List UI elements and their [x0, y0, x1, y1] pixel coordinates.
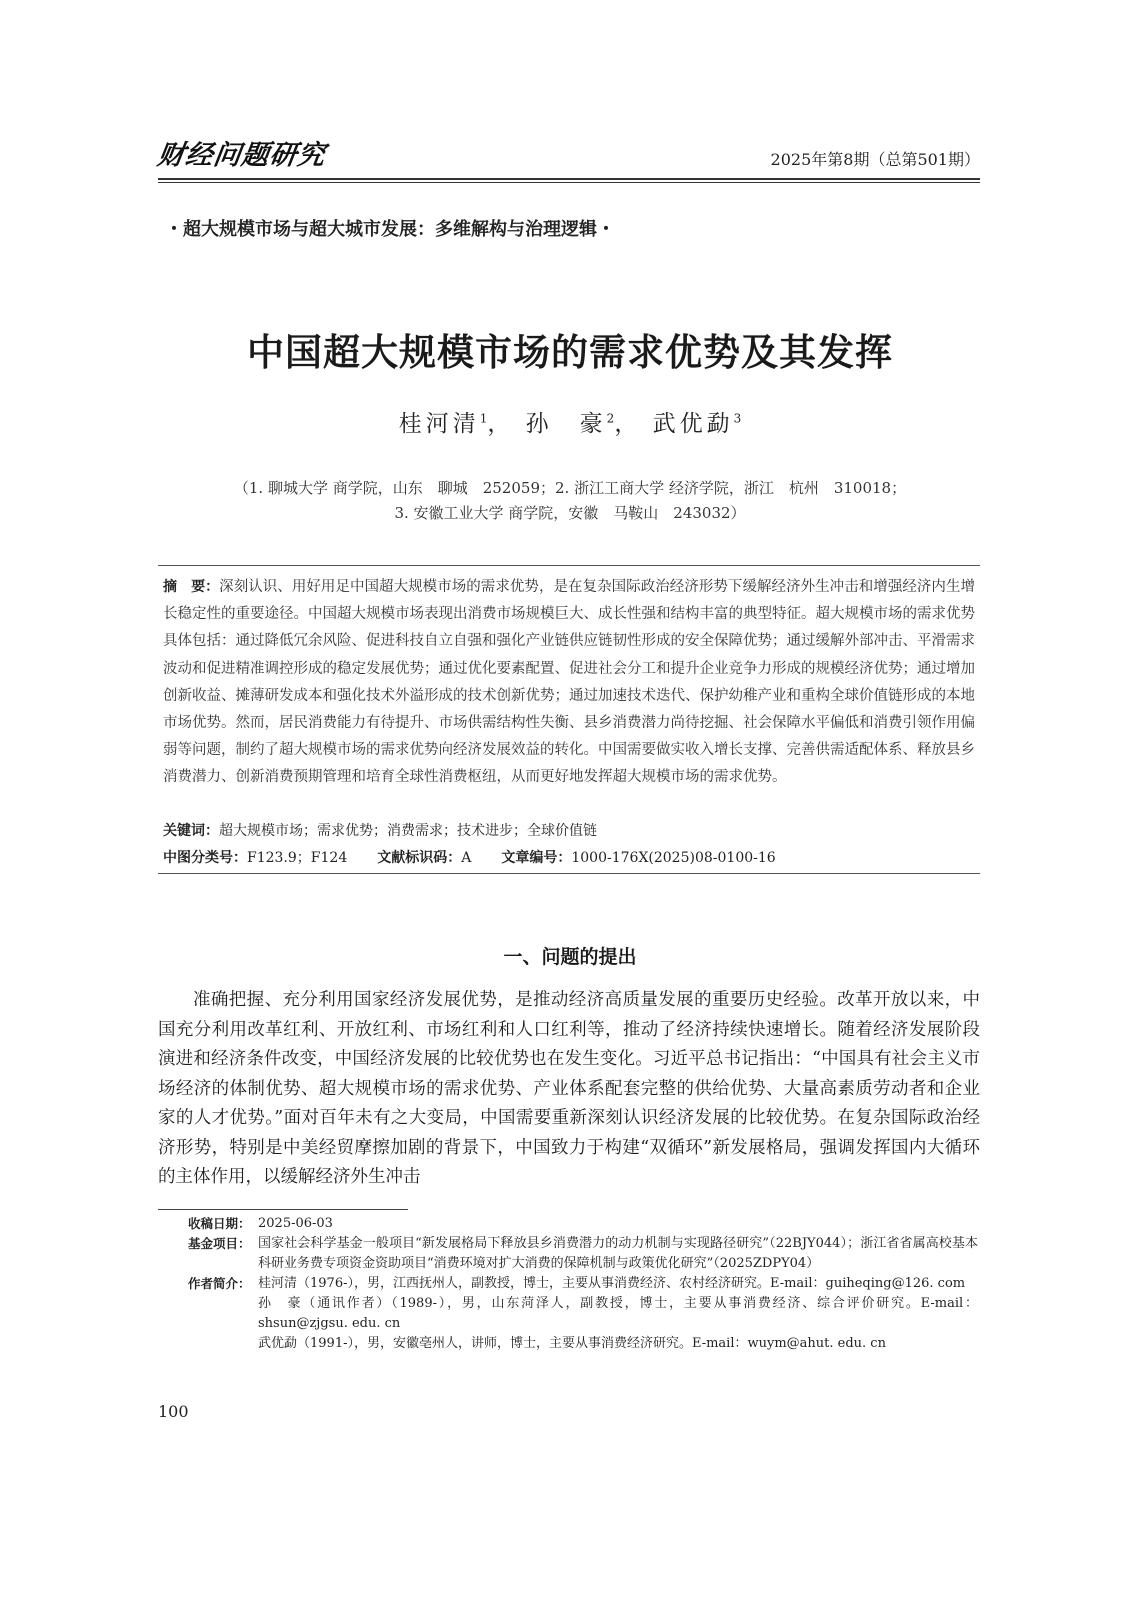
footnote-rule	[158, 1209, 408, 1210]
bio-label: 作者简介：	[188, 1276, 251, 1291]
issue-info: 2025年第8期（总第501期）	[770, 150, 980, 169]
received-label: 收稿日期：	[188, 1216, 251, 1231]
author-name: 桂河清	[398, 411, 480, 437]
page-number: 100	[158, 1402, 189, 1421]
received-value: 2025-06-03	[258, 1216, 333, 1231]
keywords-text: 超大规模市场；需求优势；消费需求；技术进步；全球价值链	[219, 823, 597, 839]
keywords	[163, 820, 597, 840]
clc-label: 中图分类号：	[163, 850, 247, 866]
author-name: 武优勐	[652, 411, 734, 437]
funding-label: 基金项目：	[188, 1236, 251, 1251]
journal-logo: 财经问题研究	[155, 140, 328, 171]
author-name: 孙 豪	[525, 411, 607, 437]
author-affil-mark: 3	[733, 411, 742, 426]
author-list	[0, 405, 1140, 438]
abstract-label: 摘 要：	[163, 579, 220, 595]
doc-code-value: A	[461, 850, 472, 866]
article-title: 中国超大规模市场的需求优势及其发挥	[247, 331, 893, 374]
abstract-text: 深刻认识、用好用足中国超大规模市场的需求优势，是在复杂国际政治经济形势下缓解经济外生冲击和增强经济内生增长稳定性的重要途径。中国超大规模市场表现出消费市场规模巨大、成长性强和结构丰富的典型特征。超大规模市场的需求优势具体包括：通过降低冗余风险、促进科技自立自强和强化产业链供应链韧性形成的安全保障优势；通过缓解外部冲击、平滑需求波动和促进精准调控形成的稳定发展优势；通过优化要素配置、促进社会分工和提升企业竞争力形成的规模经济优势；通过增加创新收益、摊薄研发成本和强化技术外溢形成的技术创新优势；通过加速技术迭代、保护幼稚产业和重构全球价值链形成的本地市场优势。然而，居民消费能力有待提升、市场供需结构性失衡、县乡消费潜力尚待挖掘、社会保障水平偏低和消费引领作用偏弱等问题，制约了超大规模市场的需求优势向经济发展效益的转化。中国需要做实收入增长支撑、完善供需适配体系、释放县乡消费潜力、创新消费预期管理和培育全球性消费枢纽，从而更好地发挥超大规模市场的需求优势。	[163, 579, 976, 786]
footnote-bio	[188, 1274, 978, 1354]
doc-code-label: 文献标识码：	[377, 850, 462, 866]
bio-entries	[258, 1274, 978, 1354]
abstract-top-rule	[158, 565, 980, 566]
classification-line	[163, 847, 776, 867]
funding-value: 国家社会科学基金一般项目“新发展格局下释放县乡消费潜力的动力机制与实现路径研究”（22BJY044）；浙江省省属高校基本科研业务费专项资金资助项目“消费环境对扩大消费的保障机制与政策优化研究”（2025ZDPY04）	[258, 1236, 978, 1271]
abstract	[163, 574, 975, 792]
footnote-funding	[188, 1234, 978, 1274]
footnotes	[188, 1214, 978, 1354]
bio-entry: 孙 豪（通讯作者）（1989-），男，山东菏泽人，副教授，博士，主要从事消费经济、综合评价研究。E-mail：shsun@zjgsu. edu. cn	[258, 1296, 978, 1331]
author-separator: ，	[487, 411, 515, 437]
clc-value: F123.9；F124	[247, 850, 348, 866]
author-affil-mark: 2	[606, 411, 615, 426]
body-paragraph: 准确把握、充分利用国家经济发展优势，是推动经济高质量发展的重要历史经验。改革开放以来，中国充分利用改革红利、开放红利、市场红利和人口红利等，推动了经济持续快速增长。随着经济发展阶段演进和经济条件改变，中国经济发展的比较优势也在发生变化。习近平总书记指出：“中国具有社会主义市场经济的体制优势、超大规模市场的需求优势、产业体系配套完整的供给优势、大量高素质劳动者和企业家的人才优势。”面对百年未有之大变局，中国需要重新深刻认识经济发展的比较优势。在复杂国际政治经济形势，特别是中美经贸摩擦加剧的背景下，中国致力于构建“双循环”新发展格局，强调发挥国内大循环的主体作用，以缓解经济外生冲击	[158, 990, 980, 1187]
footnote-received	[188, 1214, 978, 1234]
header-rule	[158, 178, 980, 180]
bio-entry: 武优勐（1991-），男，安徽亳州人，讲师，博士，主要从事消费经济研究。E-mail：wuym@ahut. edu. cn	[258, 1336, 886, 1351]
header-rule-thin	[158, 182, 980, 183]
affiliation-line: （1. 聊城大学 商学院，山东 聊城 252059；2. 浙江工商大学 经济学院，浙江 杭州 310018；	[233, 479, 907, 497]
article-number-value: 1000-176X(2025)08-0100-16	[571, 850, 776, 866]
affiliation-line: 3. 安徽工业大学 商学院，安徽 马鞍山 243032）	[394, 504, 746, 522]
author-separator: ，	[614, 411, 642, 437]
author-affil-mark: 1	[479, 411, 488, 426]
abstract-bottom-rule	[158, 873, 980, 874]
article-number-label: 文章编号：	[501, 850, 572, 866]
bio-entry: 桂河清（1976-），男，江西抚州人，副教授，博士，主要从事消费经济、农村经济研究。E-mail：guiheqing@126. com	[258, 1276, 966, 1291]
column-tag: ・超大规模市场与超大城市发展：多维解构与治理逻辑・	[165, 219, 615, 240]
section-heading: 一、问题的提出	[503, 946, 637, 968]
keywords-label: 关键词：	[163, 823, 219, 839]
